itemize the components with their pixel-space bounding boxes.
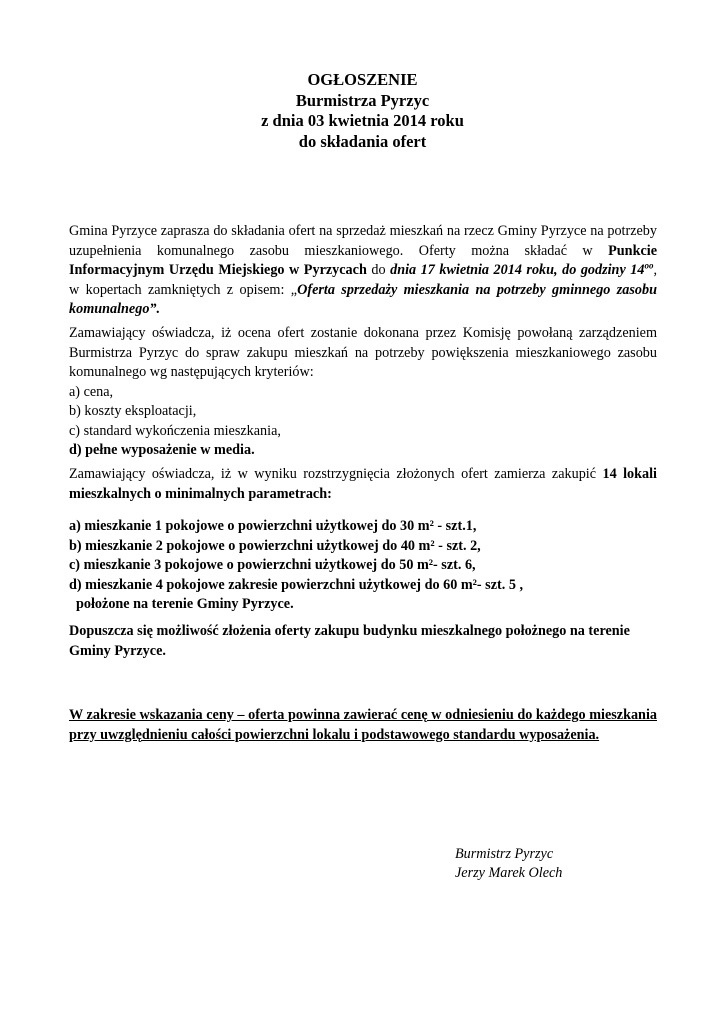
apartment-item-d: d) mieszkanie 4 pokojowe zakresie powierzchni użytkowej do 60 m²- szt. 5 ,	[69, 576, 524, 593]
apartment-item-a: a) mieszkanie 1 pokojowe o powierzchni użytkowej do 30 m² - szt.1,	[69, 518, 477, 534]
apartment-location: położone na terenie Gminy Pyrzyce.	[76, 596, 294, 612]
criterion-a: a) cena,	[69, 383, 114, 400]
signature-name: Jerzy Marek Olech	[455, 865, 563, 881]
submission-deadline: dnia 17 kwietnia 2014 roku, do godziny $14^{oo}$	[390, 260, 654, 278]
apartment-list	[69, 517, 657, 615]
signature-title: Burmistrz Pyrzyc	[455, 846, 554, 862]
header-title: OGŁOSZENIE	[307, 70, 418, 89]
invitation-text-c: do	[366, 262, 391, 278]
submission-place: Punkcie Informacyjnym Urzędu Miejskiego w Pyrzycach	[69, 242, 657, 278]
header-subject: do składania ofert	[298, 131, 427, 151]
apartment-item-b: b) mieszkanie 2 pokojowe o powierzchni użytkowej do 40 m² - szt. 2,	[69, 537, 481, 554]
building-text: Dopuszcza się możliwość złożenia oferty zakupu budynku mieszkalnego położnego na terenie Gminy Pyrzyce.	[69, 623, 630, 659]
announcement-header	[0, 70, 725, 152]
price-text: W zakresie wskazania ceny – oferta powinna zawierać cenę w odniesieniu do każdego mieszkania przy uwzględnieniu całości powierzchni lokalu i podstawowego standardu wyposażenia.	[69, 707, 657, 743]
price-paragraph	[69, 706, 657, 745]
envelope-label: Oferta sprzedaży mieszkania na potrzeby gminnego zasobu komunalnego”.	[69, 281, 657, 317]
invitation-text-a: Gmina Pyrzyce zaprasza do składania ofert na sprzedaż mieszkań na rzecz Gminy Pyrzyce na potrzeby uzupełnienia komunalnego zasobu mieszkaniowego. Oferty można składać w	[69, 223, 657, 259]
criterion-c: c) standard wykończenia mieszkania,	[69, 422, 281, 439]
apartment-item-c: c) mieszkanie 3 pokojowe o powierzchni użytkowej do 50 m²- szt. 6,	[69, 557, 476, 573]
purchase-paragraph	[69, 465, 657, 504]
criterion-b: b) koszty eksploatacji,	[69, 403, 197, 419]
invitation-text-e: , w kopertach zamkniętych z opisem: „	[69, 262, 658, 298]
building-paragraph	[69, 622, 657, 661]
purchase-text-a: Zamawiający oświadcza, iż w wyniku rozstrzygnięcia złożonych ofert zamierza zakupić	[69, 466, 603, 482]
purchase-count: 14 lokali mieszkalnych o minimalnych parametrach:	[69, 466, 657, 502]
signature-block	[455, 845, 562, 883]
header-issuer: Burmistrza Pyrzyc	[295, 90, 430, 110]
criteria-paragraph	[69, 324, 657, 461]
criterion-d: d) pełne wyposażenie w media.	[69, 442, 255, 458]
header-date: z dnia 03 kwietnia 2014 roku	[261, 111, 464, 130]
invitation-paragraph	[69, 222, 657, 320]
criteria-intro: Zamawiający oświadcza, iż ocena ofert zostanie dokonana przez Komisję powołaną zarządzeniem Burmistrza Pyrzyc do spraw zakupu mieszkań na potrzeby powiększenia mieszkaniowego zasobu komunalnego wg następujących kryteriów:	[69, 325, 657, 380]
